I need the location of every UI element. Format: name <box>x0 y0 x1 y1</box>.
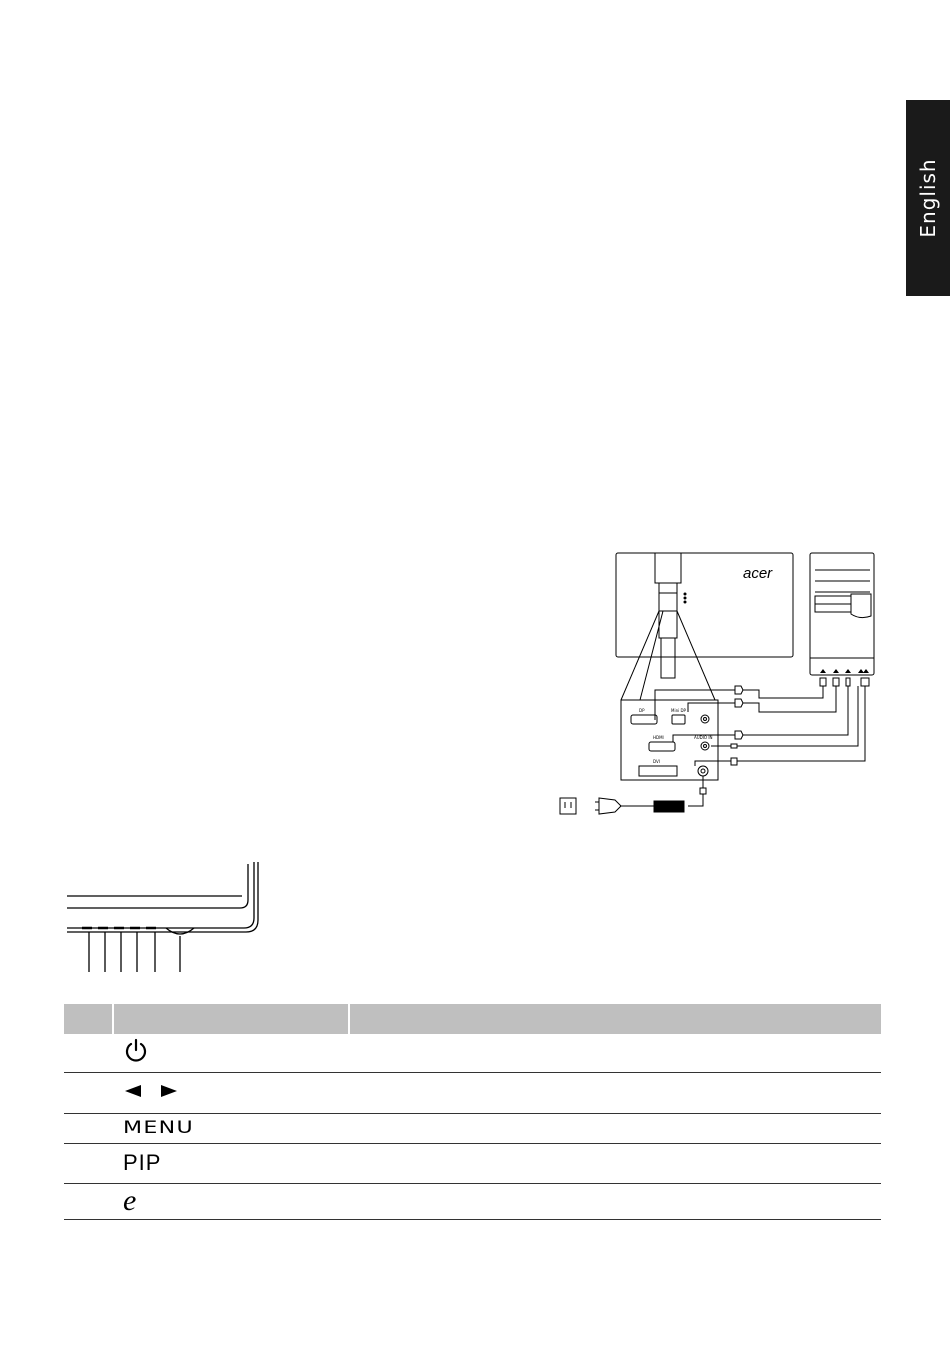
audio-in-jack <box>701 742 709 750</box>
header-cell-description <box>349 1004 881 1034</box>
header-cell-number <box>64 1004 113 1034</box>
table-row <box>64 1183 881 1219</box>
wall-outlet <box>560 798 576 814</box>
language-tab-label: English <box>916 158 940 238</box>
table-row <box>64 1034 881 1072</box>
table-row <box>64 1072 881 1113</box>
hdmi-port <box>649 742 675 751</box>
table-row <box>64 1113 881 1143</box>
port-panel-zoom <box>621 700 718 780</box>
monitor-controls-diagram <box>62 860 262 976</box>
header-cell-icon <box>113 1004 349 1034</box>
port-label-dvi: DVI <box>653 759 660 764</box>
port-label-dp: DP <box>639 708 645 713</box>
port-label-audio-in: AUDIO IN <box>694 735 713 740</box>
port-label-hdmi: HDMI <box>653 735 664 740</box>
monitor-port-area <box>659 593 677 611</box>
acer-logo: acer <box>743 565 773 582</box>
empowering-icon: e <box>113 1183 349 1219</box>
port-label-mini-dp: Mini DP <box>671 708 686 713</box>
table-header-row <box>64 1004 881 1034</box>
language-tab <box>906 100 950 296</box>
menu-icon: MENU <box>113 1113 349 1143</box>
power-icon <box>113 1034 349 1072</box>
headphone-jack <box>701 715 709 723</box>
dc-in-jack <box>698 766 708 776</box>
pc-tower <box>810 553 874 675</box>
dp-port <box>631 715 657 724</box>
left-right-arrows-icon <box>113 1072 349 1113</box>
connection-diagram <box>555 548 885 818</box>
control-table <box>64 1004 881 1220</box>
mini-dp-port <box>672 715 685 724</box>
dvi-port <box>639 766 677 776</box>
stand-neck <box>166 928 194 934</box>
table-row <box>64 1143 881 1183</box>
monitor-stand-top <box>655 553 681 583</box>
monitor-stand-post <box>661 638 675 678</box>
pip-icon: PIP <box>113 1143 349 1183</box>
